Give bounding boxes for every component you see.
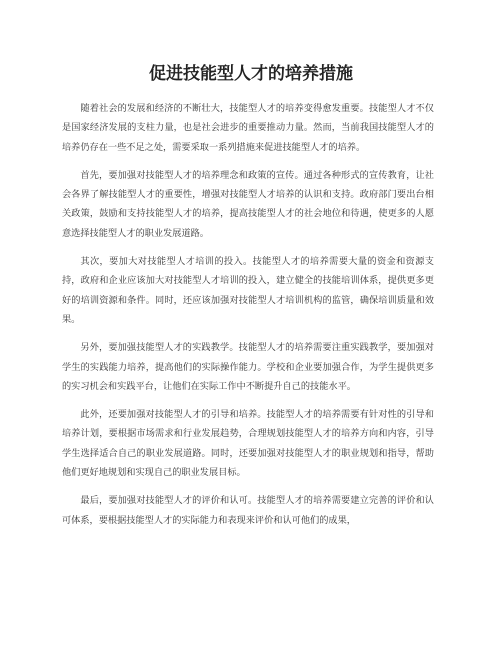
paragraph-fourth: 此外，还要加强对技能型人才的引导和培养。技能型人才的培养需要有针对性的引导和培养计划，要根据市场需求和行业发展趋势，合理规划技能型人才的培养方向和内容，引导学生选择适合自己的职业发展道路。同时，还要加强对技能型人才的职业规划和指导，帮助他们更好地规划和实现自己的职业发展目标。 bbox=[62, 409, 434, 479]
document-title: 促进技能型人才的培养措施 bbox=[149, 64, 353, 84]
document-body bbox=[62, 99, 434, 539]
paragraph-last: 最后，要加强对技能型人才的评价和认可。技能型人才的培养需要建立完善的评价和认可体系，要根据技能型人才的实际能力和表现来评价和认可他们的成果， bbox=[62, 495, 434, 526]
paragraph-intro: 随着社会的发展和经济的不断壮大，技能型人才的培养变得愈发重要。技能型人才不仅是国家经济发展的支柱力量，也是社会进步的重要推动力量。然而，当前我国技能型人才的培养仍存在一些不足之处，需要采取一系列措施来促进技能型人才的培养。 bbox=[62, 103, 434, 153]
paragraph-first: 首先，要加强对技能型人才的培养理念和政策的宣传。通过各种形式的宣传教育，让社会各界了解技能型人才的重要性，增强对技能型人才培养的认识和支持。政府部门要出台相关政策，鼓励和支持技能型人才的培养，提高技能型人才的社会地位和待遇，使更多的人愿意选择技能型人才的职业发展道路。 bbox=[62, 169, 434, 239]
paragraph-second: 其次，要加大对技能型人才培训的投入。技能型人才的培养需要大量的资金和资源支持，政府和企业应该加大对技能型人才培训的投入，建立健全的技能培训体系，提供更多更好的培训资源和条件。同时，还应该加强对技能型人才培训机构的监管，确保培训质量和效果。 bbox=[62, 256, 434, 325]
paragraph-third: 另外，要加强技能型人才的实践教学。技能型人才的培养需要注重实践教学，要加强对学生的实践能力培养，提高他们的实际操作能力。学校和企业要加强合作，为学生提供更多的实习机会和实践平台，让他们在实际工作中不断提升自己的技能水平。 bbox=[62, 342, 434, 392]
